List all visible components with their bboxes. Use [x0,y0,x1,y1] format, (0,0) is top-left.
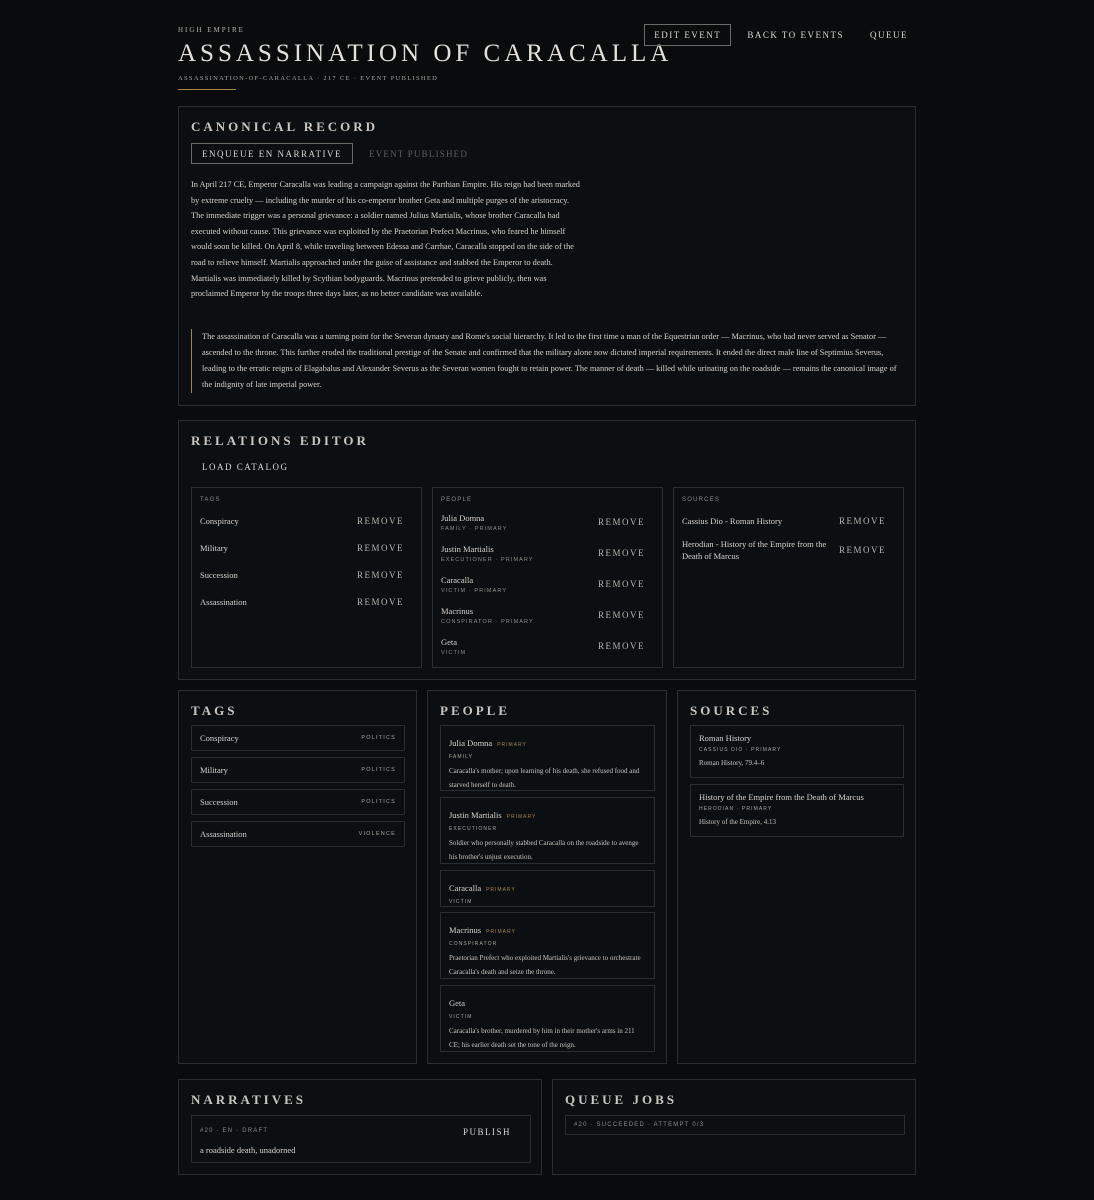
load-catalog-button[interactable]: LOAD CATALOG [191,458,300,476]
person-role: EXECUTIONER [449,826,498,832]
remove-tag-button[interactable]: REMOVE [348,569,413,581]
tag-category: POLITICS [361,767,396,773]
remove-tag-button[interactable]: REMOVE [348,542,413,554]
tag-category: POLITICS [361,735,396,741]
people-panel [427,690,667,1064]
person-name: Macrinus [449,925,482,935]
relation-person-role: VICTIM [441,650,467,656]
relations-people-label: PEOPLE [441,497,473,503]
tags-panel-title: TAGS [191,703,238,718]
tag-name: Assassination [200,829,247,839]
tag-category: VIOLENCE [358,831,396,837]
relations-tags-label: TAGS [200,497,221,503]
remove-source-button[interactable]: REMOVE [830,515,895,527]
sources-panel-title: SOURCES [690,703,773,718]
significance-quote: The assassination of Caracalla was a turning point for the Severan dynasty and Rome's social hierarchy. It led to the first time a man of the Equestrian order — Macrinus, who had never served as Senator — ascended to the throne. This further eroded the traditional prestige of the Senate and confirmed that the military alone now dictated imperial requirements. It ended the direct male line of Septimius Severus, leading to the erratic reigns of Elagabalus and Alexander Severus as the Severan women fought to retain power. The manner of death — killed while urinating on the roadside — remains the canonical image of the indignity of late imperial power. [191,329,903,393]
event-slug: ASSASSINATION-OF-CARACALLA · 217 CE · EVENT PUBLISHED [178,75,439,82]
publish-button[interactable]: PUBLISH [456,1125,518,1139]
relation-person-role: CONSPIRATOR · PRIMARY [441,619,534,625]
person-description: Caracalla's mother; upon learning of his death, she refused food and starved herself to death. [449,767,640,789]
primary-badge: PRIMARY [486,929,516,935]
narratives-panel [178,1079,542,1175]
source-card[interactable] [690,725,904,778]
remove-person-button[interactable]: REMOVE [589,578,654,590]
relation-tag-name: Succession [200,570,238,580]
person-role: VICTIM [449,1014,473,1020]
relation-person-role: EXECUTIONER · PRIMARY [441,557,534,563]
primary-badge: PRIMARY [486,887,516,893]
relation-person-name: Caracalla [441,575,474,585]
header-nav [644,24,918,46]
person-name: Geta [449,998,466,1008]
source-title: Roman History [699,733,752,743]
relation-tag-name: Military [200,543,228,553]
relation-person-row [441,543,654,563]
source-card[interactable] [690,784,904,837]
relation-person-name: Macrinus [441,606,474,616]
people-panel-title: PEOPLE [440,703,511,718]
remove-source-button[interactable]: REMOVE [830,544,895,556]
canonical-record-title: CANONICAL RECORD [191,119,379,134]
era-eyebrow: HIGH EMPIRE [178,26,245,34]
queue-button[interactable]: QUEUE [860,24,918,46]
source-title: History of the Empire from the Death of Marcus [699,792,864,802]
relation-person-row [441,512,654,532]
canonical-actions [191,143,468,164]
relations-editor-title: RELATIONS EDITOR [191,433,369,448]
tag-card[interactable] [191,789,405,815]
relation-tag-row [200,596,413,608]
tag-card[interactable] [191,821,405,847]
remove-tag-button[interactable]: REMOVE [348,515,413,527]
relation-source-name: Cassius Dio - Roman History [682,516,783,526]
relation-person-row [441,636,654,656]
tag-card[interactable] [191,725,405,751]
person-name: Caracalla [449,883,482,893]
tag-name: Conspiracy [200,733,239,743]
relation-source-row [682,538,895,562]
edit-event-button[interactable]: EDIT EVENT [644,24,731,46]
relation-person-role: VICTIM · PRIMARY [441,588,508,594]
source-reference: History of the Empire, 4.13 [699,818,776,826]
narrative-text: a roadside death, unadorned [200,1145,296,1155]
relations-editor-panel [178,420,916,680]
tag-category: POLITICS [361,799,396,805]
source-author: CASSIUS DIO · PRIMARY [699,747,782,753]
person-name: Julia Domna [449,738,493,748]
title-underline [178,89,236,90]
relation-person-row [441,574,654,594]
tag-card[interactable] [191,757,405,783]
page-header [178,22,918,92]
person-description: Soldier who personally stabbed Caracalla on the roadside to avenge his brother's unjust execution. [449,839,639,861]
sources-panel [677,690,916,1064]
relation-source-name: Herodian - History of the Empire from the Death of Marcus [682,539,827,561]
source-reference: Roman History, 79.4–6 [699,759,765,767]
queue-jobs-title: QUEUE JOBS [565,1092,677,1107]
person-card[interactable] [440,985,655,1052]
person-card[interactable] [440,912,655,979]
source-author: HERODIAN · PRIMARY [699,806,773,812]
remove-person-button[interactable]: REMOVE [589,516,654,528]
person-card[interactable] [440,870,655,907]
back-to-events-button[interactable]: BACK TO EVENTS [737,24,854,46]
person-card[interactable] [440,725,655,791]
narrative-card[interactable] [191,1115,531,1163]
person-name: Justin Martialis [449,810,502,820]
narrative-meta: #20 · EN · DRAFT [200,1128,269,1134]
relation-source-row [682,515,895,527]
person-role: VICTIM [449,899,473,905]
canonical-record-panel [178,106,916,406]
relation-person-name: Geta [441,637,458,647]
primary-badge: PRIMARY [506,814,537,820]
relation-person-role: FAMILY · PRIMARY [441,526,508,532]
person-role: CONSPIRATOR [449,941,498,947]
relation-tag-row [200,515,413,527]
queue-job-card[interactable] [565,1115,905,1135]
tag-name: Military [200,765,228,775]
relation-person-name: Julia Domna [441,513,485,523]
queue-job-meta: #20 · SUCCEEDED · ATTEMPT 0/3 [574,1122,705,1128]
relations-sources-label: SOURCES [682,497,721,503]
page-title: ASSASSINATION OF CARACALLA [178,40,673,67]
remove-person-button[interactable]: REMOVE [589,640,654,652]
relation-person-row [441,605,654,625]
person-role: FAMILY [449,754,474,760]
relations-people-column [432,487,663,668]
remove-person-button[interactable]: REMOVE [589,609,654,621]
person-description: Praetorian Prefect who exploited Martialis's grievance to orchestrate Caracalla's death and seize the throne. [449,954,641,976]
relations-sources-column [673,487,904,668]
queue-jobs-panel [552,1079,916,1175]
tags-panel [178,690,417,1064]
canonical-body-text: In April 217 CE, Emperor Caracalla was leading a campaign against the Parthian Empire. His reign had been marked by extreme cruelty — including the murder of his co-emperor brother Geta and multiple purges of the aristocracy. The immediate trigger was a personal grievance: a soldier named Julius Martialis, whose brother Caracalla had executed without cause. This grievance was exploited by the Praetorian Prefect Macrinus, who feared he himself would soon be killed. On April 8, while traveling between Edessa and Carrhae, Caracalla stopped on the side of the road to relieve himself. Martialis approached under the guise of assistance and stabbed the Emperor to death. Martialis was immediately killed by Scythian bodyguards. Macrinus pretended to grieve publicly, then was proclaimed Emperor by the troops three days later, as no better candidate was available. [191,180,580,299]
relations-tags-column [191,487,422,668]
relation-tag-name: Conspiracy [200,516,239,526]
person-card[interactable] [440,797,655,864]
relation-tag-row [200,542,413,554]
relation-person-name: Justin Martialis [441,544,494,554]
primary-badge: PRIMARY [497,742,527,748]
remove-person-button[interactable]: REMOVE [589,547,654,559]
tag-name: Succession [200,797,238,807]
enqueue-narrative-button[interactable]: ENQUEUE EN NARRATIVE [191,143,353,164]
narratives-title: NARRATIVES [191,1092,306,1107]
event-status: EVENT PUBLISHED [369,148,469,159]
person-description: Caracalla's brother, murdered by him in their mother's arms in 211 CE; his earlier death set the tone of the reign. [449,1027,635,1049]
relation-tag-row [200,569,413,581]
remove-tag-button[interactable]: REMOVE [348,596,413,608]
relation-tag-name: Assassination [200,597,247,607]
